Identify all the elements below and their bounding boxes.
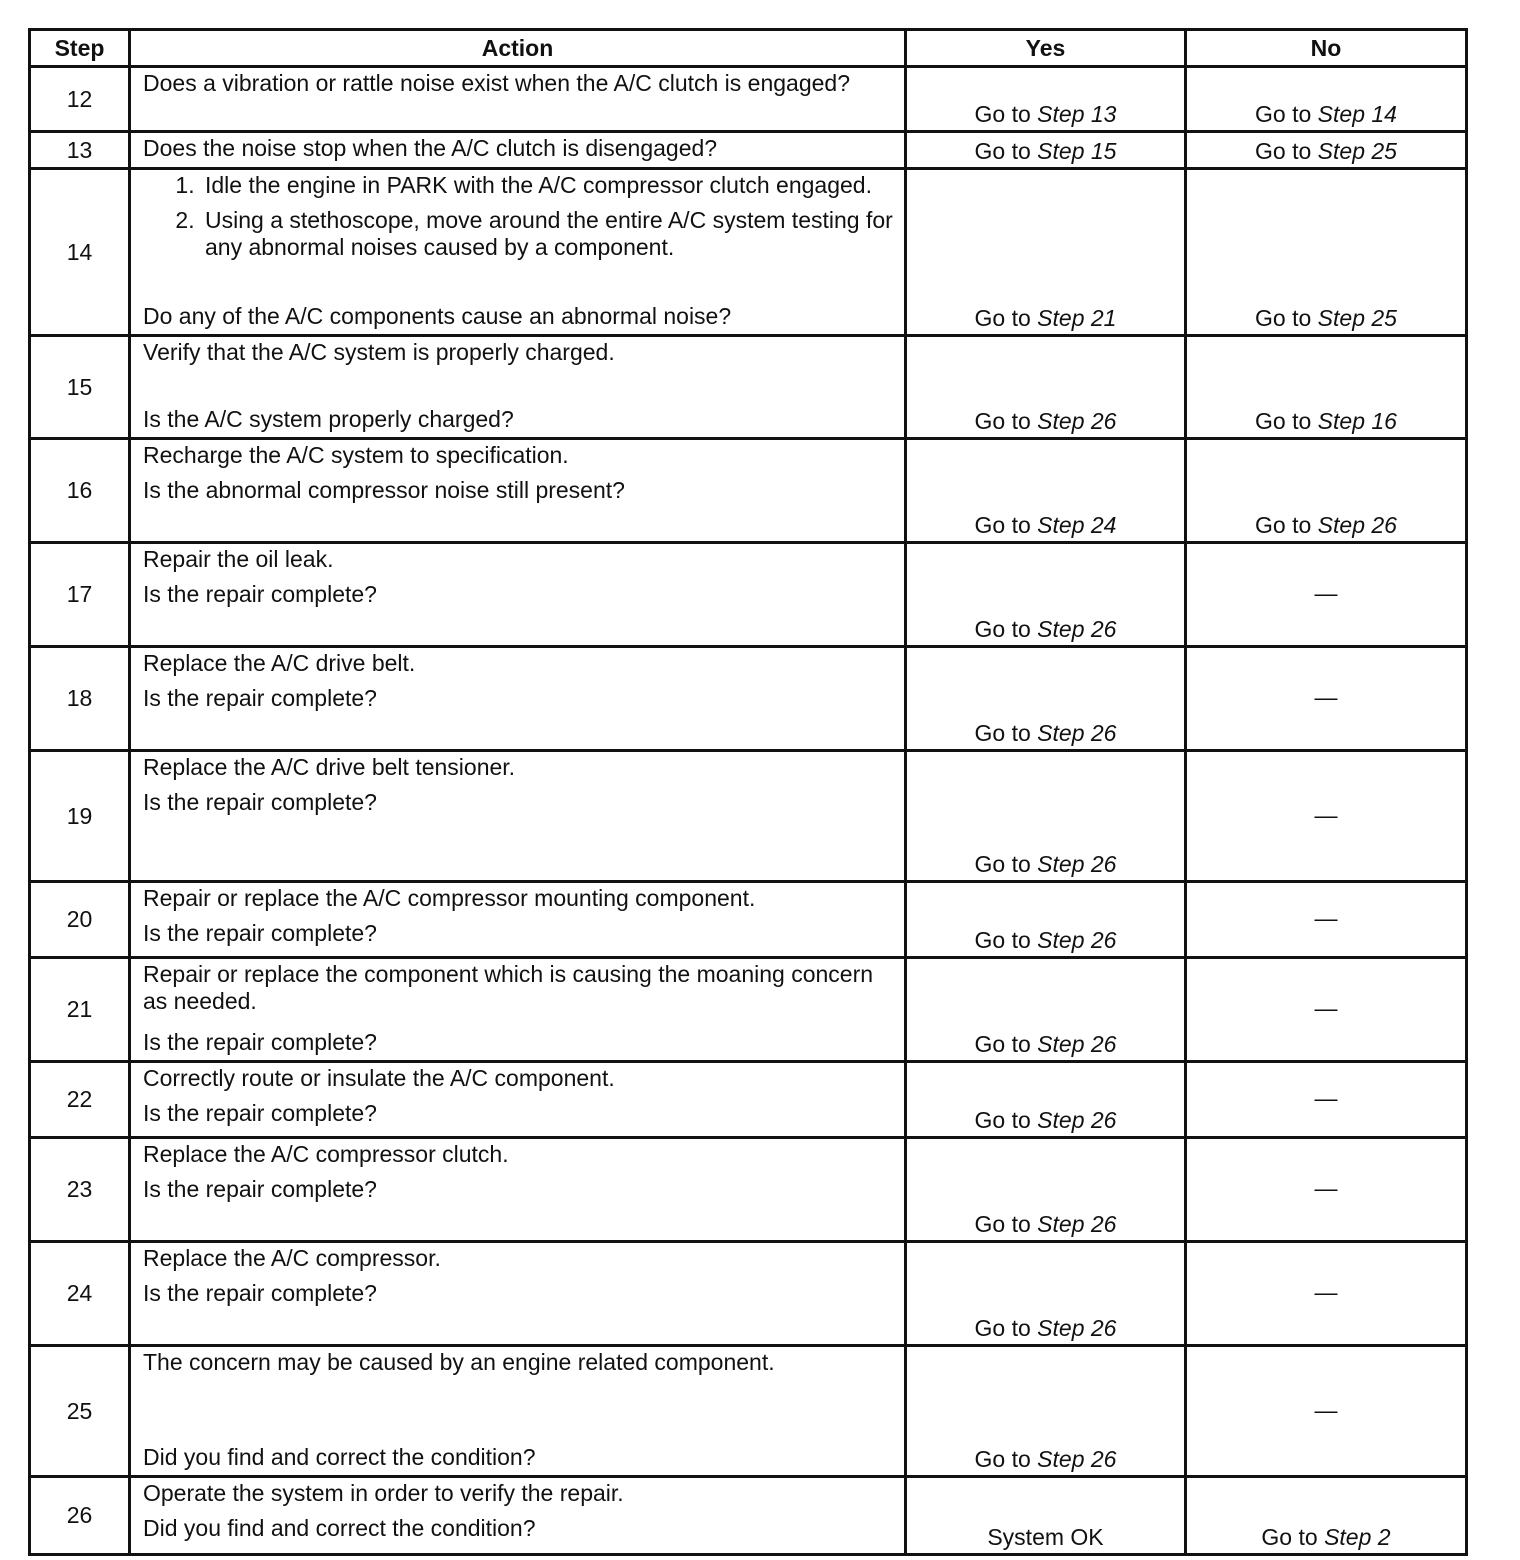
step-number: 18 xyxy=(30,647,130,751)
table-row xyxy=(30,1346,1467,1477)
goto-step-link[interactable]: Step 25 xyxy=(1317,305,1397,331)
table-header-row xyxy=(30,30,1467,67)
goto-prefix: Go to xyxy=(974,408,1038,434)
goto-prefix: Go to xyxy=(974,851,1038,877)
result-text: System OK xyxy=(987,1524,1104,1550)
no-dash: — xyxy=(1314,580,1338,606)
goto-step-link[interactable]: Step 15 xyxy=(1037,138,1117,164)
header-step: Step xyxy=(30,30,130,67)
no-dash: — xyxy=(1314,1175,1338,1201)
no-cell xyxy=(1186,543,1467,647)
action-text: Is the repair complete? xyxy=(143,1100,377,1126)
action-cell xyxy=(130,1138,906,1242)
goto-prefix: Go to xyxy=(974,1315,1038,1341)
action-step-item: 2. Using a stethoscope, move around the entire A/C system testing for any abnormal noises caused by a component. xyxy=(201,207,894,261)
header-no: No xyxy=(1186,30,1467,67)
step-number: 23 xyxy=(30,1138,130,1242)
step-number: 13 xyxy=(30,132,130,169)
goto-step-link[interactable]: Step 26 xyxy=(1037,851,1117,877)
no-dash: — xyxy=(1314,1396,1338,1423)
step-number: 26 xyxy=(30,1477,130,1555)
goto-prefix: Go to xyxy=(974,305,1038,331)
action-text: Is the repair complete? xyxy=(143,1280,377,1306)
action-cell xyxy=(130,132,906,169)
goto-step-link[interactable]: Step 26 xyxy=(1037,720,1117,746)
action-text: Repair or replace the A/C compressor mounting component. xyxy=(143,885,756,911)
action-content xyxy=(143,172,894,330)
action-cell xyxy=(130,1062,906,1138)
no-cell xyxy=(1186,647,1467,751)
goto-prefix: Go to xyxy=(974,101,1038,127)
action-text: Operate the system in order to verify the repair. xyxy=(143,1480,624,1506)
action-content xyxy=(143,1065,894,1132)
step-number: 24 xyxy=(30,1242,130,1346)
table-row xyxy=(30,336,1467,439)
action-content xyxy=(143,442,894,537)
action-content xyxy=(143,546,894,641)
table-row xyxy=(30,132,1467,169)
no-dash: — xyxy=(1314,995,1338,1021)
goto-prefix: Go to xyxy=(974,512,1038,538)
action-cell xyxy=(130,169,906,336)
action-text: Verify that the A/C system is properly charged. xyxy=(143,339,615,365)
goto-step-link[interactable]: Step 2 xyxy=(1324,1524,1391,1550)
no-cell xyxy=(1186,1242,1467,1346)
goto-prefix: Go to xyxy=(974,138,1038,164)
action-content xyxy=(143,70,894,126)
goto-step-link[interactable]: Step 25 xyxy=(1317,138,1397,164)
action-text: Is the repair complete? xyxy=(143,581,377,607)
goto-prefix: Go to xyxy=(1255,408,1318,434)
no-cell xyxy=(1186,1477,1467,1555)
action-text: Replace the A/C drive belt. xyxy=(143,650,416,676)
no-cell xyxy=(1186,1346,1467,1477)
goto-step-link[interactable]: Step 26 xyxy=(1037,1315,1117,1341)
table-row xyxy=(30,543,1467,647)
action-text: Recharge the A/C system to specification. xyxy=(143,442,569,468)
yes-cell xyxy=(906,169,1186,336)
action-content xyxy=(143,754,894,876)
action-text: Repair the oil leak. xyxy=(143,546,334,572)
table-row xyxy=(30,1062,1467,1138)
goto-step-link[interactable]: Step 26 xyxy=(1037,1107,1117,1133)
no-cell xyxy=(1186,67,1467,132)
action-content xyxy=(143,650,894,745)
no-cell xyxy=(1186,882,1467,958)
action-text: Does the noise stop when the A/C clutch is disengaged? xyxy=(143,135,718,161)
table-row xyxy=(30,1138,1467,1242)
goto-step-link[interactable]: Step 26 xyxy=(1037,1031,1117,1057)
step-number: 25 xyxy=(30,1346,130,1477)
action-cell xyxy=(130,67,906,132)
no-dash: — xyxy=(1314,1279,1338,1305)
no-dash: — xyxy=(1314,684,1338,710)
goto-step-link[interactable]: Step 26 xyxy=(1037,1446,1117,1472)
action-text: Repair or replace the component which is causing the moaning concern as needed. xyxy=(143,961,874,1014)
action-content xyxy=(143,339,894,433)
action-text: The concern may be caused by an engine related component. xyxy=(143,1349,775,1375)
no-cell xyxy=(1186,169,1467,336)
step-number: 16 xyxy=(30,439,130,543)
action-text: Is the repair complete? xyxy=(143,789,377,815)
yes-cell xyxy=(906,882,1186,958)
action-cell xyxy=(130,1346,906,1477)
action-cell xyxy=(130,543,906,647)
step-number: 12 xyxy=(30,67,130,132)
goto-step-link[interactable]: Step 13 xyxy=(1037,101,1117,127)
action-question: Is the A/C system properly charged? xyxy=(143,406,514,432)
action-content xyxy=(143,1141,894,1236)
goto-prefix: Go to xyxy=(1255,512,1318,538)
yes-cell xyxy=(906,1477,1186,1555)
yes-cell xyxy=(906,439,1186,543)
table-row xyxy=(30,958,1467,1062)
action-question: Is the repair complete? xyxy=(143,1029,377,1055)
goto-step-link[interactable]: Step 26 xyxy=(1037,616,1117,642)
yes-cell xyxy=(906,336,1186,439)
step-number: 22 xyxy=(30,1062,130,1138)
step-number: 19 xyxy=(30,751,130,882)
goto-step-link[interactable]: Step 14 xyxy=(1317,101,1397,127)
goto-step-link[interactable]: Step 26 xyxy=(1037,927,1117,953)
action-text: Is the repair complete? xyxy=(143,1176,377,1202)
action-cell xyxy=(130,647,906,751)
yes-cell xyxy=(906,1138,1186,1242)
action-cell xyxy=(130,1242,906,1346)
action-text: Is the repair complete? xyxy=(143,685,377,711)
action-cell xyxy=(130,336,906,439)
step-number: 17 xyxy=(30,543,130,647)
yes-cell xyxy=(906,1346,1186,1477)
goto-prefix: Go to xyxy=(974,1211,1038,1237)
step-number: 20 xyxy=(30,882,130,958)
action-content xyxy=(143,1349,894,1471)
no-cell xyxy=(1186,132,1467,169)
goto-step-link[interactable]: Step 26 xyxy=(1317,512,1397,538)
action-content xyxy=(143,135,894,163)
diagnostic-table xyxy=(28,28,1468,1556)
table-row xyxy=(30,1242,1467,1346)
goto-prefix: Go to xyxy=(974,1107,1038,1133)
action-steps-list xyxy=(143,172,894,269)
goto-prefix: Go to xyxy=(1255,101,1318,127)
goto-prefix: Go to xyxy=(1261,1524,1325,1550)
no-cell xyxy=(1186,1062,1467,1138)
action-text: Replace the A/C compressor clutch. xyxy=(143,1141,509,1167)
no-cell xyxy=(1186,1138,1467,1242)
step-number: 21 xyxy=(30,958,130,1062)
action-question: Do any of the A/C components cause an abnormal noise? xyxy=(143,303,732,329)
goto-prefix: Go to xyxy=(974,616,1038,642)
table-row xyxy=(30,67,1467,132)
yes-cell xyxy=(906,647,1186,751)
step-number: 15 xyxy=(30,336,130,439)
step-number: 14 xyxy=(30,169,130,336)
action-content xyxy=(143,961,894,1056)
table-row xyxy=(30,882,1467,958)
action-text: Is the repair complete? xyxy=(143,920,377,946)
action-cell xyxy=(130,751,906,882)
yes-cell xyxy=(906,751,1186,882)
action-text: Is the abnormal compressor noise still present? xyxy=(143,477,625,503)
action-text: Replace the A/C drive belt tensioner. xyxy=(143,754,516,780)
no-cell xyxy=(1186,958,1467,1062)
no-dash: — xyxy=(1314,905,1338,931)
no-cell xyxy=(1186,336,1467,439)
action-cell xyxy=(130,882,906,958)
goto-step-link[interactable]: Step 24 xyxy=(1037,512,1117,538)
goto-step-link[interactable]: Step 16 xyxy=(1317,408,1397,434)
goto-prefix: Go to xyxy=(974,1446,1038,1472)
action-content xyxy=(143,885,894,952)
action-question: Did you find and correct the condition? xyxy=(143,1444,536,1470)
action-text: Does a vibration or rattle noise exist when the A/C clutch is engaged? xyxy=(143,70,851,96)
goto-prefix: Go to xyxy=(1255,138,1318,164)
yes-cell xyxy=(906,1242,1186,1346)
action-step-item: 1. Idle the engine in PARK with the A/C compressor clutch engaged. xyxy=(201,172,894,199)
action-cell xyxy=(130,439,906,543)
goto-step-link[interactable]: Step 26 xyxy=(1037,408,1117,434)
action-content xyxy=(143,1245,894,1340)
goto-step-link[interactable]: Step 26 xyxy=(1037,1211,1117,1237)
header-yes: Yes xyxy=(906,30,1186,67)
goto-prefix: Go to xyxy=(974,720,1038,746)
yes-cell xyxy=(906,543,1186,647)
goto-prefix: Go to xyxy=(974,1031,1038,1057)
action-content xyxy=(143,1480,894,1549)
yes-cell xyxy=(906,1062,1186,1138)
goto-prefix: Go to xyxy=(974,927,1038,953)
no-cell xyxy=(1186,439,1467,543)
table-row xyxy=(30,751,1467,882)
header-action: Action xyxy=(130,30,906,67)
table-row xyxy=(30,169,1467,336)
goto-prefix: Go to xyxy=(1255,305,1318,331)
table-row xyxy=(30,647,1467,751)
no-cell xyxy=(1186,751,1467,882)
action-cell xyxy=(130,1477,906,1555)
table-row xyxy=(30,1477,1467,1555)
action-text: Correctly route or insulate the A/C component. xyxy=(143,1065,615,1091)
no-dash: — xyxy=(1314,801,1338,828)
action-text: Did you find and correct the condition? xyxy=(143,1515,536,1541)
yes-cell xyxy=(906,132,1186,169)
no-dash: — xyxy=(1314,1085,1338,1111)
table-row xyxy=(30,439,1467,543)
action-text: Replace the A/C compressor. xyxy=(143,1245,441,1271)
table-body xyxy=(30,67,1467,1555)
yes-cell xyxy=(906,67,1186,132)
yes-cell xyxy=(906,958,1186,1062)
action-cell xyxy=(130,958,906,1062)
goto-step-link[interactable]: Step 21 xyxy=(1037,305,1117,331)
